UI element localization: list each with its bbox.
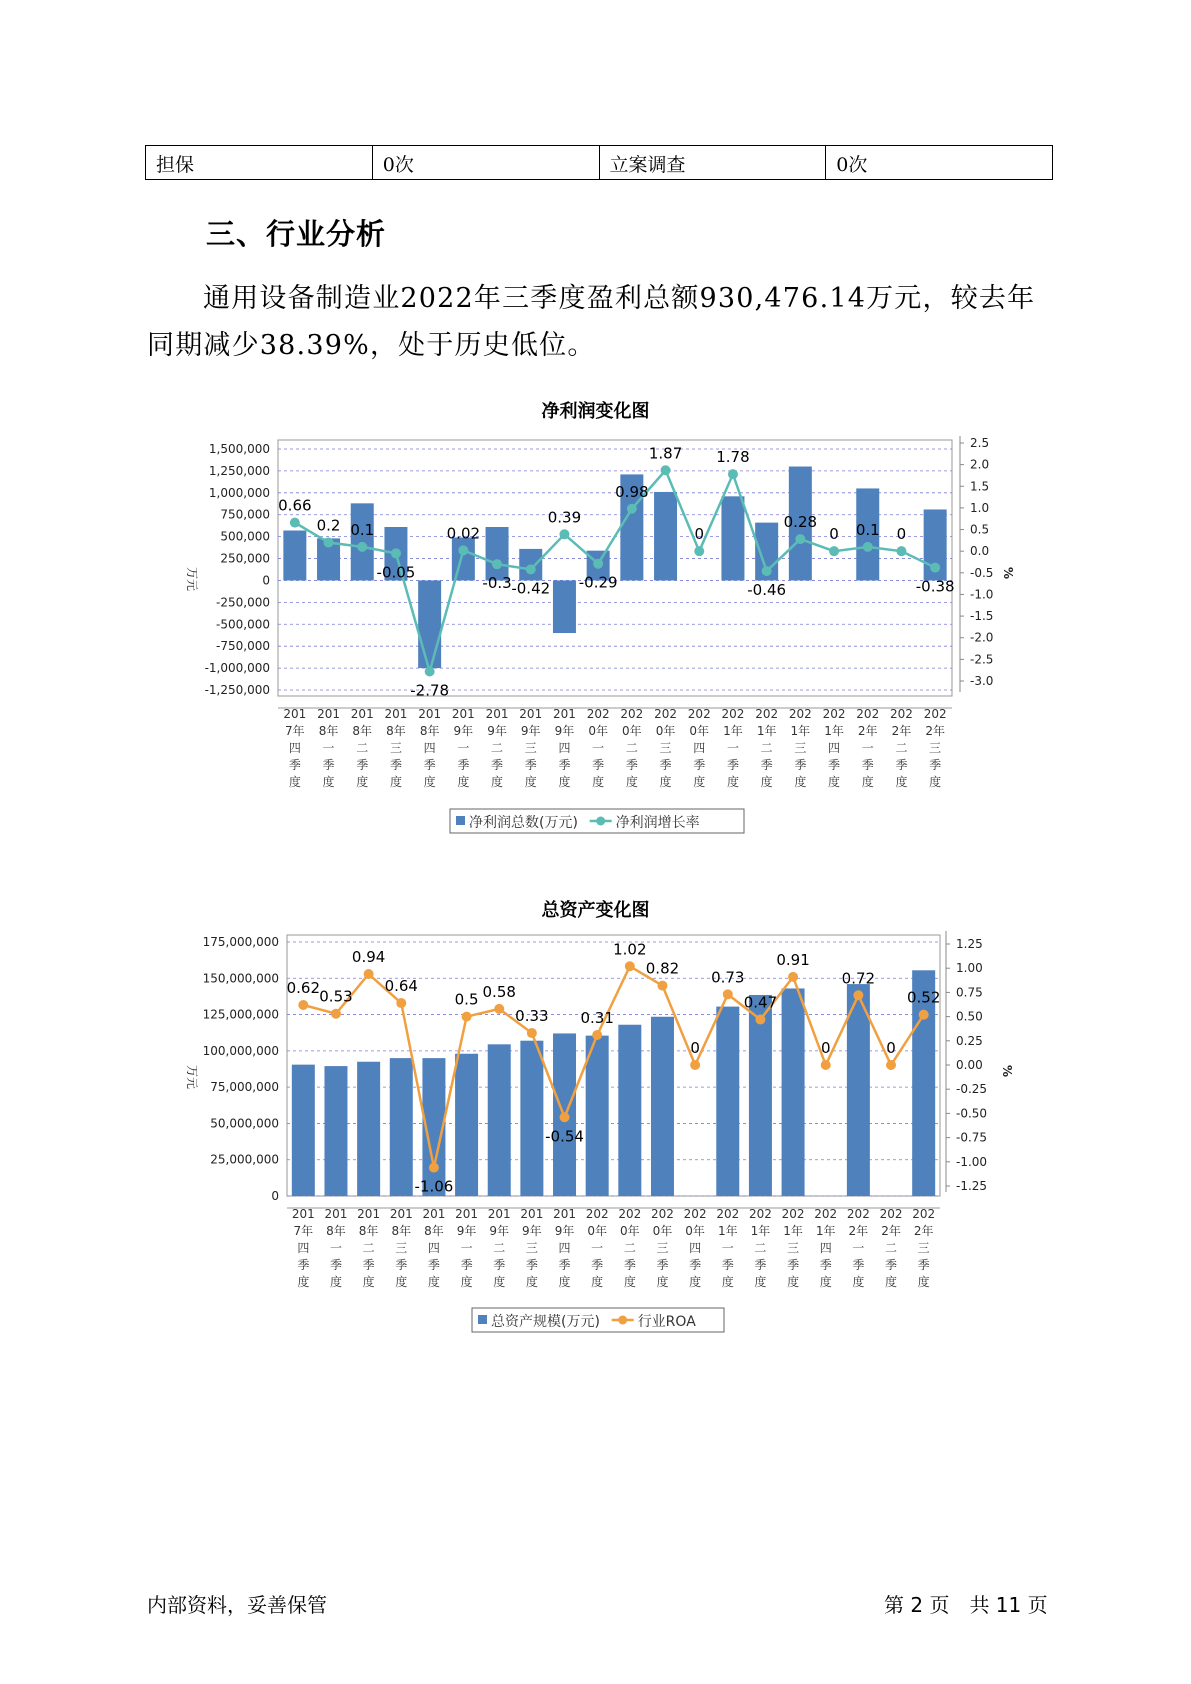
x-tick-label: 201 9年四季度 [552, 707, 576, 789]
x-tick-label: 202 0年二季度 [618, 1207, 642, 1289]
line-point [462, 1012, 472, 1022]
data-label: 0.28 [783, 513, 818, 532]
data-label: 0 [829, 525, 839, 544]
y-tick-label: -750,000 [216, 639, 270, 654]
line-point [364, 969, 374, 979]
x-tick-label: 202 0年三季度 [651, 1207, 674, 1289]
bar [520, 1041, 543, 1196]
x-tick-label: 202 0年四季度 [687, 707, 711, 789]
y-tick-label: 75,000,000 [210, 1080, 279, 1095]
y-tick-label: -1,250,000 [204, 683, 270, 697]
y2-tick-label: -0.25 [956, 1082, 988, 1097]
x-tick-label: 201 7年四季度 [283, 707, 307, 789]
data-label: 0.58 [482, 982, 516, 1001]
y-tick-label: 0 [271, 1189, 279, 1203]
x-tick-label: 201 9年三季度 [519, 707, 543, 789]
data-label: -0.3 [482, 574, 512, 593]
bar [716, 1007, 739, 1196]
x-tick-label: 202 1年三季度 [781, 1207, 805, 1289]
data-label: 0.2 [316, 516, 341, 535]
x-tick-label: 201 7年四季度 [291, 1207, 315, 1289]
x-tick-label: 202 1年二季度 [748, 1207, 772, 1289]
x-tick-label: 202 0年三季度 [654, 707, 678, 789]
y2-tick-label: -1.00 [956, 1154, 988, 1169]
bar [651, 1017, 674, 1196]
table-cell: 0次 [372, 146, 599, 180]
y-axis-title: 万元 [185, 567, 199, 592]
line-point [853, 990, 863, 1000]
y-axis-title: 万元 [185, 1065, 199, 1090]
data-label: -0.05 [376, 563, 416, 582]
y2-tick-label: 1.00 [956, 961, 983, 976]
data-label: 0.82 [645, 959, 680, 978]
x-tick-label: 202 2年一季度 [856, 707, 880, 789]
legend-bar-label: 净利润总数(万元) [469, 815, 578, 831]
x-tick-label: 202 2年二季度 [889, 707, 913, 789]
x-tick-label: 201 9年二季度 [485, 707, 509, 789]
line-point [560, 1112, 570, 1122]
data-label: 0.94 [351, 948, 386, 967]
line-point [886, 1060, 896, 1070]
x-tick-label: 202 1年四季度 [822, 707, 846, 789]
y2-tick-label: 0.0 [970, 544, 990, 559]
data-label: 0.1 [350, 520, 375, 539]
data-label: -0.42 [511, 579, 551, 598]
x-tick-label: 202 0年四季度 [683, 1207, 707, 1289]
data-label: 0 [820, 1039, 831, 1057]
y-tick-label: 175,000,000 [202, 935, 279, 949]
y2-tick-label: 0.25 [956, 1033, 983, 1048]
legend-bar-label: 总资产规模(万元) [491, 1314, 600, 1330]
bar [455, 1054, 478, 1196]
line-point [494, 1004, 504, 1014]
legend-line-marker [618, 1316, 627, 1325]
y-tick-label: 750,000 [220, 507, 270, 522]
x-tick-label: 202 2年二季度 [879, 1207, 903, 1289]
y2-tick-label: -1.5 [970, 609, 994, 624]
data-label: 0.73 [711, 968, 745, 987]
y-tick-label: 50,000,000 [210, 1116, 279, 1131]
bar [390, 1058, 413, 1196]
line-point [723, 989, 733, 999]
y-tick-label: 250,000 [220, 551, 270, 566]
bar [488, 1044, 511, 1196]
data-label: 0.5 [454, 990, 479, 1009]
data-label: -0.29 [578, 573, 618, 592]
x-tick-label: 202 1年二季度 [755, 707, 779, 789]
y2-tick-label: -0.5 [970, 565, 994, 580]
x-tick-label: 201 9年一季度 [451, 707, 475, 789]
data-label: -2.78 [410, 681, 450, 700]
data-label: 0.52 [906, 988, 941, 1007]
y-tick-label: 150,000,000 [202, 971, 279, 986]
bar [847, 984, 870, 1196]
table-cell: 担保 [146, 146, 373, 180]
table-cell: 立案调查 [599, 146, 826, 180]
y2-tick-label: -0.75 [956, 1130, 988, 1145]
x-tick-label: 202 0年二季度 [620, 707, 644, 789]
y2-axis-title: % [1000, 1065, 1014, 1078]
data-label: 0 [886, 1039, 896, 1057]
y2-tick-label: 0.75 [956, 985, 983, 1000]
data-label: 1.02 [613, 940, 647, 959]
data-label: 0.91 [776, 950, 810, 969]
y-tick-label: 1,000,000 [208, 485, 270, 500]
legend-bar-swatch [478, 1315, 487, 1324]
y2-tick-label: -0.50 [956, 1106, 988, 1121]
x-tick-label: 201 8年二季度 [350, 707, 374, 789]
y2-tick-label: 2.0 [970, 457, 990, 472]
x-tick-label: 202 1年一季度 [716, 1207, 740, 1289]
y2-tick-label: 0.00 [956, 1058, 983, 1072]
data-label: -0.38 [915, 577, 955, 596]
y2-tick-label: -2.0 [970, 630, 994, 645]
x-tick-label: 202 1年三季度 [788, 707, 812, 789]
line-point [821, 1060, 831, 1070]
data-label: 0 [896, 525, 907, 544]
data-label: 0.98 [615, 482, 649, 501]
bar [357, 1062, 380, 1196]
data-label: 0 [690, 1039, 700, 1057]
line-point [527, 1028, 537, 1038]
data-label: 0.31 [580, 1008, 614, 1027]
y-tick-label: 100,000,000 [202, 1043, 279, 1058]
x-tick-label: 201 8年四季度 [418, 707, 442, 789]
y2-tick-label: 1.25 [956, 937, 983, 951]
line-point [298, 1000, 308, 1010]
data-label: 0.66 [278, 496, 312, 515]
line-point [396, 998, 406, 1008]
bar [749, 995, 772, 1196]
y2-tick-label: 1.5 [970, 479, 990, 494]
section-title: 三、行业分析 [206, 217, 387, 251]
x-tick-label: 201 8年四季度 [422, 1207, 446, 1289]
x-tick-label: 201 9年四季度 [553, 1207, 576, 1289]
y2-tick-label: 2.5 [970, 436, 990, 450]
data-label: 0.1 [855, 520, 880, 539]
y-tick-label: -250,000 [216, 595, 270, 610]
line-point [331, 1009, 341, 1019]
chart-title-assets: 总资产变化图 [541, 900, 650, 921]
data-label: 0.62 [286, 978, 321, 997]
x-tick-label: 202 0年一季度 [585, 1207, 609, 1289]
y2-axis-title: % [1001, 567, 1015, 580]
y2-tick-label: -1.0 [970, 587, 994, 602]
data-label: 0.33 [515, 1007, 549, 1026]
data-label: 0.53 [319, 987, 353, 1006]
line-point [592, 1030, 602, 1040]
legend-line-label: 行业ROA [637, 1314, 696, 1330]
x-tick-label: 201 9年二季度 [487, 1207, 511, 1289]
y-tick-label: 1,250,000 [208, 463, 270, 478]
data-label: -1.06 [414, 1177, 454, 1196]
y-tick-label: -1,000,000 [204, 661, 270, 676]
chart-title-profit: 净利润变化图 [541, 401, 650, 422]
y2-tick-label: 1.0 [970, 500, 990, 515]
line-point [690, 1060, 700, 1070]
line-point [657, 981, 667, 991]
y-tick-label: 500,000 [220, 529, 270, 544]
y-tick-label: 1,500,000 [208, 442, 270, 456]
data-label: 0.02 [446, 524, 481, 543]
y2-tick-label: 0.5 [970, 522, 990, 537]
x-tick-label: 202 2年三季度 [912, 1207, 936, 1289]
x-tick-label: 201 8年二季度 [357, 1207, 381, 1289]
x-tick-label: 202 1年一季度 [721, 707, 745, 789]
x-tick-label: 201 8年一季度 [324, 1207, 348, 1289]
legend-line-label: 净利润增长率 [615, 815, 700, 831]
bar [324, 1066, 347, 1196]
bar [618, 1025, 641, 1196]
data-label: 0.72 [841, 969, 876, 988]
bar [292, 1065, 315, 1196]
data-label: -0.46 [747, 581, 787, 600]
x-tick-label: 202 2年三季度 [923, 707, 947, 789]
line-point [919, 1010, 929, 1020]
y-tick-label: 125,000,000 [202, 1007, 279, 1022]
line-point [625, 961, 635, 971]
x-tick-label: 201 8年一季度 [317, 707, 341, 789]
table-cell: 0次 [826, 146, 1053, 180]
data-label: -0.54 [545, 1127, 584, 1146]
x-tick-label: 201 8年三季度 [384, 707, 408, 789]
data-label: 1.87 [648, 444, 683, 463]
data-label: 0.47 [743, 993, 778, 1012]
data-label: 1.78 [716, 448, 750, 467]
y2-tick-label: -2.5 [970, 652, 994, 667]
bar [586, 1036, 609, 1196]
x-tick-label: 201 9年三季度 [520, 1207, 544, 1289]
x-tick-label: 202 0年一季度 [586, 707, 610, 789]
data-label: 0 [694, 525, 705, 544]
line-point [755, 1015, 765, 1025]
x-tick-label: 201 9年一季度 [455, 1207, 479, 1289]
y-tick-label: 0 [262, 573, 270, 588]
x-tick-label: 202 2年一季度 [846, 1207, 870, 1289]
line-point [429, 1163, 439, 1173]
line-point [788, 972, 798, 982]
footer-left: 内部资料，妥善保管 [147, 1593, 327, 1617]
y-tick-label: -500,000 [216, 617, 270, 632]
y-tick-label: 25,000,000 [210, 1152, 279, 1167]
x-tick-label: 201 8年三季度 [389, 1207, 413, 1289]
y2-tick-label: -3.0 [970, 674, 994, 688]
data-label: 0.39 [547, 508, 582, 527]
paragraph: 通用设备制造业2022年三季度盈利总额930,476.14万元，较去年同期减少38.39%，处于历史低位。 [147, 283, 1036, 361]
y2-tick-label: -1.25 [956, 1179, 988, 1193]
bar [782, 988, 805, 1196]
x-tick-label: 202 1年四季度 [814, 1207, 838, 1289]
footer-page-number: 第 2 页 共 11 页 [884, 1593, 1048, 1617]
data-label: 0.64 [384, 977, 418, 996]
y2-tick-label: 0.50 [956, 1009, 983, 1024]
